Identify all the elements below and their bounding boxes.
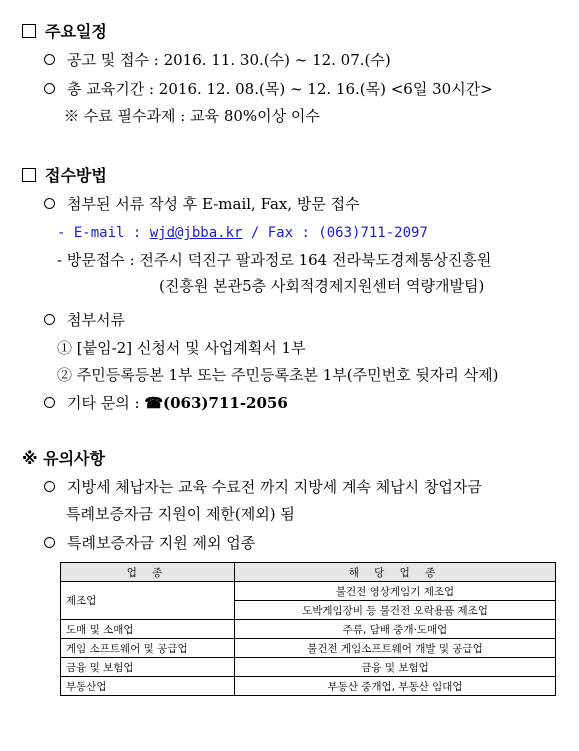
table-cell-detail: 주류, 담배 중개·도매업 [235,620,556,639]
table-cell-detail: 불건전 영상게임기 제조업 [235,582,556,601]
inquiry-line: 기타 문의 : ☎(063)711-2056 [44,393,288,413]
table-header-details: 해 당 업 종 [235,563,556,582]
circle-bullet-icon [44,314,55,325]
excluded-industries-table [60,562,556,696]
table-row [61,639,556,658]
checkbox-square-icon [22,24,36,38]
table-row [61,620,556,639]
notice-item-1-cont: 특례보증자금 지원이 제한(제외) 됨 [66,505,295,523]
circle-bullet-icon [44,481,55,492]
application-item-1: 첨부된 서류 작성 후 E-mail, Fax, 방문 접수 [44,194,360,214]
checkbox-square-icon [22,168,36,182]
notice-item-2: 특례보증자금 지원 제외 업종 [44,533,255,553]
visit-line-1: - 방문접수 : 전주시 덕진구 팔과정로 164 전라북도경제통상진흥원 [57,251,492,269]
table-cell-category: 게임 소프트웨어 및 공급업 [61,639,235,658]
table-cell-detail: 도박게임장비 등 불건전 오락용품 제조업 [235,601,556,620]
visit-line-2: (진흥원 본관5층 사회적경제지원센터 역량개발팀) [159,277,485,295]
email-link[interactable]: wjd@jbba.kr [149,225,243,241]
table-header-row [61,563,556,582]
schedule-item-1: 공고 및 접수 : 2016. 11. 30.(수) ~ 12. 07.(수) [44,50,391,70]
table-header-category: 업 종 [61,563,235,582]
table-row [61,658,556,677]
table-cell-category: 제조업 [61,582,235,620]
circle-bullet-icon [44,537,55,548]
table-cell-category: 금융 및 보험업 [61,658,235,677]
circle-bullet-icon [44,198,55,209]
circle-bullet-icon [44,83,55,94]
schedule-note: ※ 수료 필수과제 : 교육 80%이상 이수 [64,107,320,125]
attach-item-1: ① [붙임-2] 신청서 및 사업계획서 1부 [57,339,306,357]
table-row [61,677,556,696]
schedule-header: 주요일정 [22,22,107,42]
table-cell-category: 도매 및 소매업 [61,620,235,639]
table-cell-detail: 금융 및 보험업 [235,658,556,677]
circle-bullet-icon [44,54,55,65]
table-cell-detail: 부동산 중개업, 부동산 임대업 [235,677,556,696]
notice-header: ※ 유의사항 [22,449,105,468]
circle-bullet-icon [44,397,55,408]
table-cell-category: 부동산업 [61,677,235,696]
table-row [61,582,556,601]
table-cell-detail: 불건전 게임소프트웨어 개발 및 공급업 [235,639,556,658]
schedule-item-2: 총 교육기간 : 2016. 12. 08.(목) ~ 12. 16.(목) <6일 30시간> [44,79,493,99]
attach-header: 첨부서류 [44,310,125,330]
contact-line: - E-mail : wjd@jbba.kr / Fax : (063)711-2097 [57,225,428,241]
notice-item-1: 지방세 체납자는 교육 수료전 까지 지방세 계속 체납시 창업자금 [44,477,482,497]
application-header: 접수방법 [22,166,107,186]
attach-item-2: ② 주민등록등본 1부 또는 주민등록초본 1부(주민번호 뒷자리 삭제) [57,366,499,384]
telephone-icon: ☎ [144,394,164,412]
